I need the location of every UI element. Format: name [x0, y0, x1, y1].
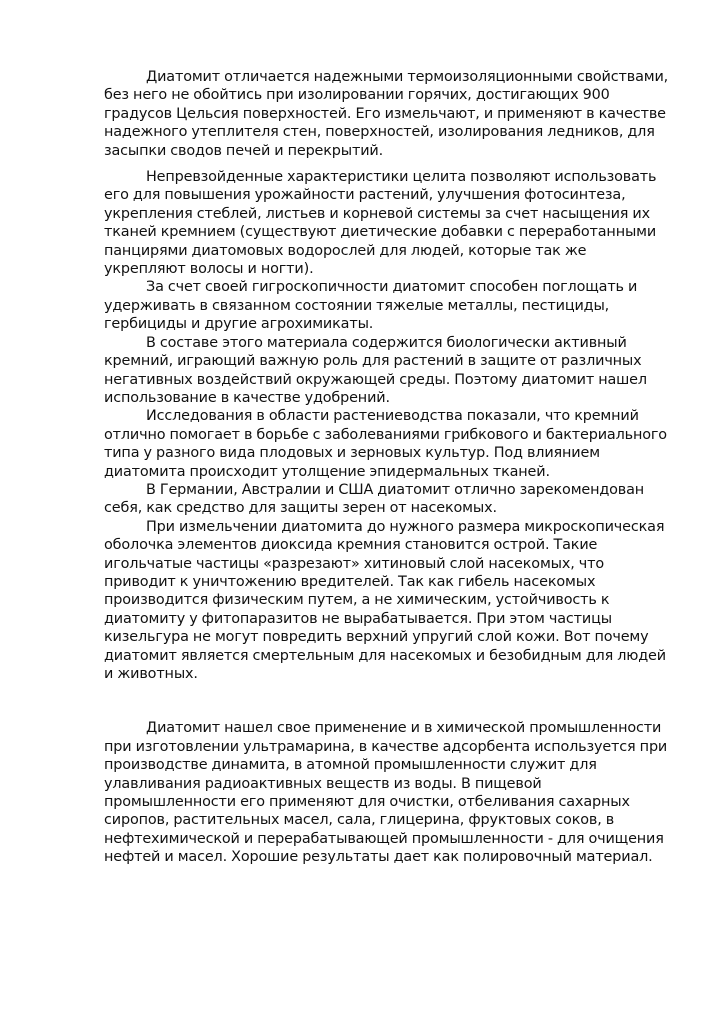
- paragraph-silicon: В составе этого материала содержится биологически активный кремний, играющий важную роль для растений в защите от различных негативных воздействий окружающей среды. Поэтому диатомит нашел использование в качестве удобрений.: [104, 334, 647, 406]
- paragraph-thermal-insulation: Диатомит отличается надежными термоизоляционными свойствами, без него не обойтись при изолировании горячих, достигающих 900 градусов Цельсия поверхностей. Его измельчают, и применяют в качестве надежного утеплителя стен, поверхностей, изолирования ледников, для засыпки сводов печей и перекрытий.: [104, 69, 669, 159]
- paragraph-countries: В Германии, Австралии и США диатомит отлично зарекомендован себя, как средство для защиты зерен от насекомых.: [104, 481, 645, 517]
- document-page: [104, 68, 671, 867]
- paragraph-chemical-industry: Диатомит нашел свое применение и в химической промышленности при изготовлении ультрамарина, в качестве адсорбента используется при производстве динамита, в атомной промышленности служит для улавливания радиоактивных веществ из воды. В пищевой промышленности его применяют для очистки, отбеливания сахарных сиропов, растительных масел, сала, глицерина, фруктовых соков, в нефтехимической и перерабатывающей промышленности - для очищения нефтей и масел. Хорошие результаты дает как полировочный материал.: [104, 720, 668, 866]
- paragraph-insects: При измельчении диатомита до нужного размера микроскопическая оболочка элементов диоксида кремния становится острой. Такие игольчатые частицы «разрезают» хитиновый слой насекомых, что приводит к уничтожению вредителей. Так как гибель насекомых производится физическим путем, а не химическим, устойчивость к диатомиту у фитопаразитов не вырабатывается. При этом частицы кизельгура не могут повредить верхний упругий слой кожи. Вот почему диатомит является смертельным для насекомых и безобидным для людей и животных.: [104, 518, 666, 682]
- paragraph-plant-growth: Непревзойденные характеристики целита позволяют использовать его для повышения урожайности растений, улучшения фотосинтеза, укрепления стеблей, листьев и корневой системы за счет насыщения их тканей кремнием (существуют диетические добавки с переработанными панцирями диатомовых водорослей для людей, которые так же укрепляют волосы и ногти).: [104, 169, 657, 278]
- paragraph-hygroscopicity: За счет своей гигроскопичности диатомит способен поглощать и удерживать в связанном состоянии тяжелые металлы, пестициды, гербициды и другие агрохимикаты.: [104, 279, 638, 333]
- paragraph-research: Исследования в области растениеводства показали, что кремний отлично помогает в борьбе с заболеваниями грибкового и бактериального типа у разного вида плодовых и зерновых культур. Под влиянием диатомита происходит утолщение эпидермальных тканей.: [104, 408, 667, 480]
